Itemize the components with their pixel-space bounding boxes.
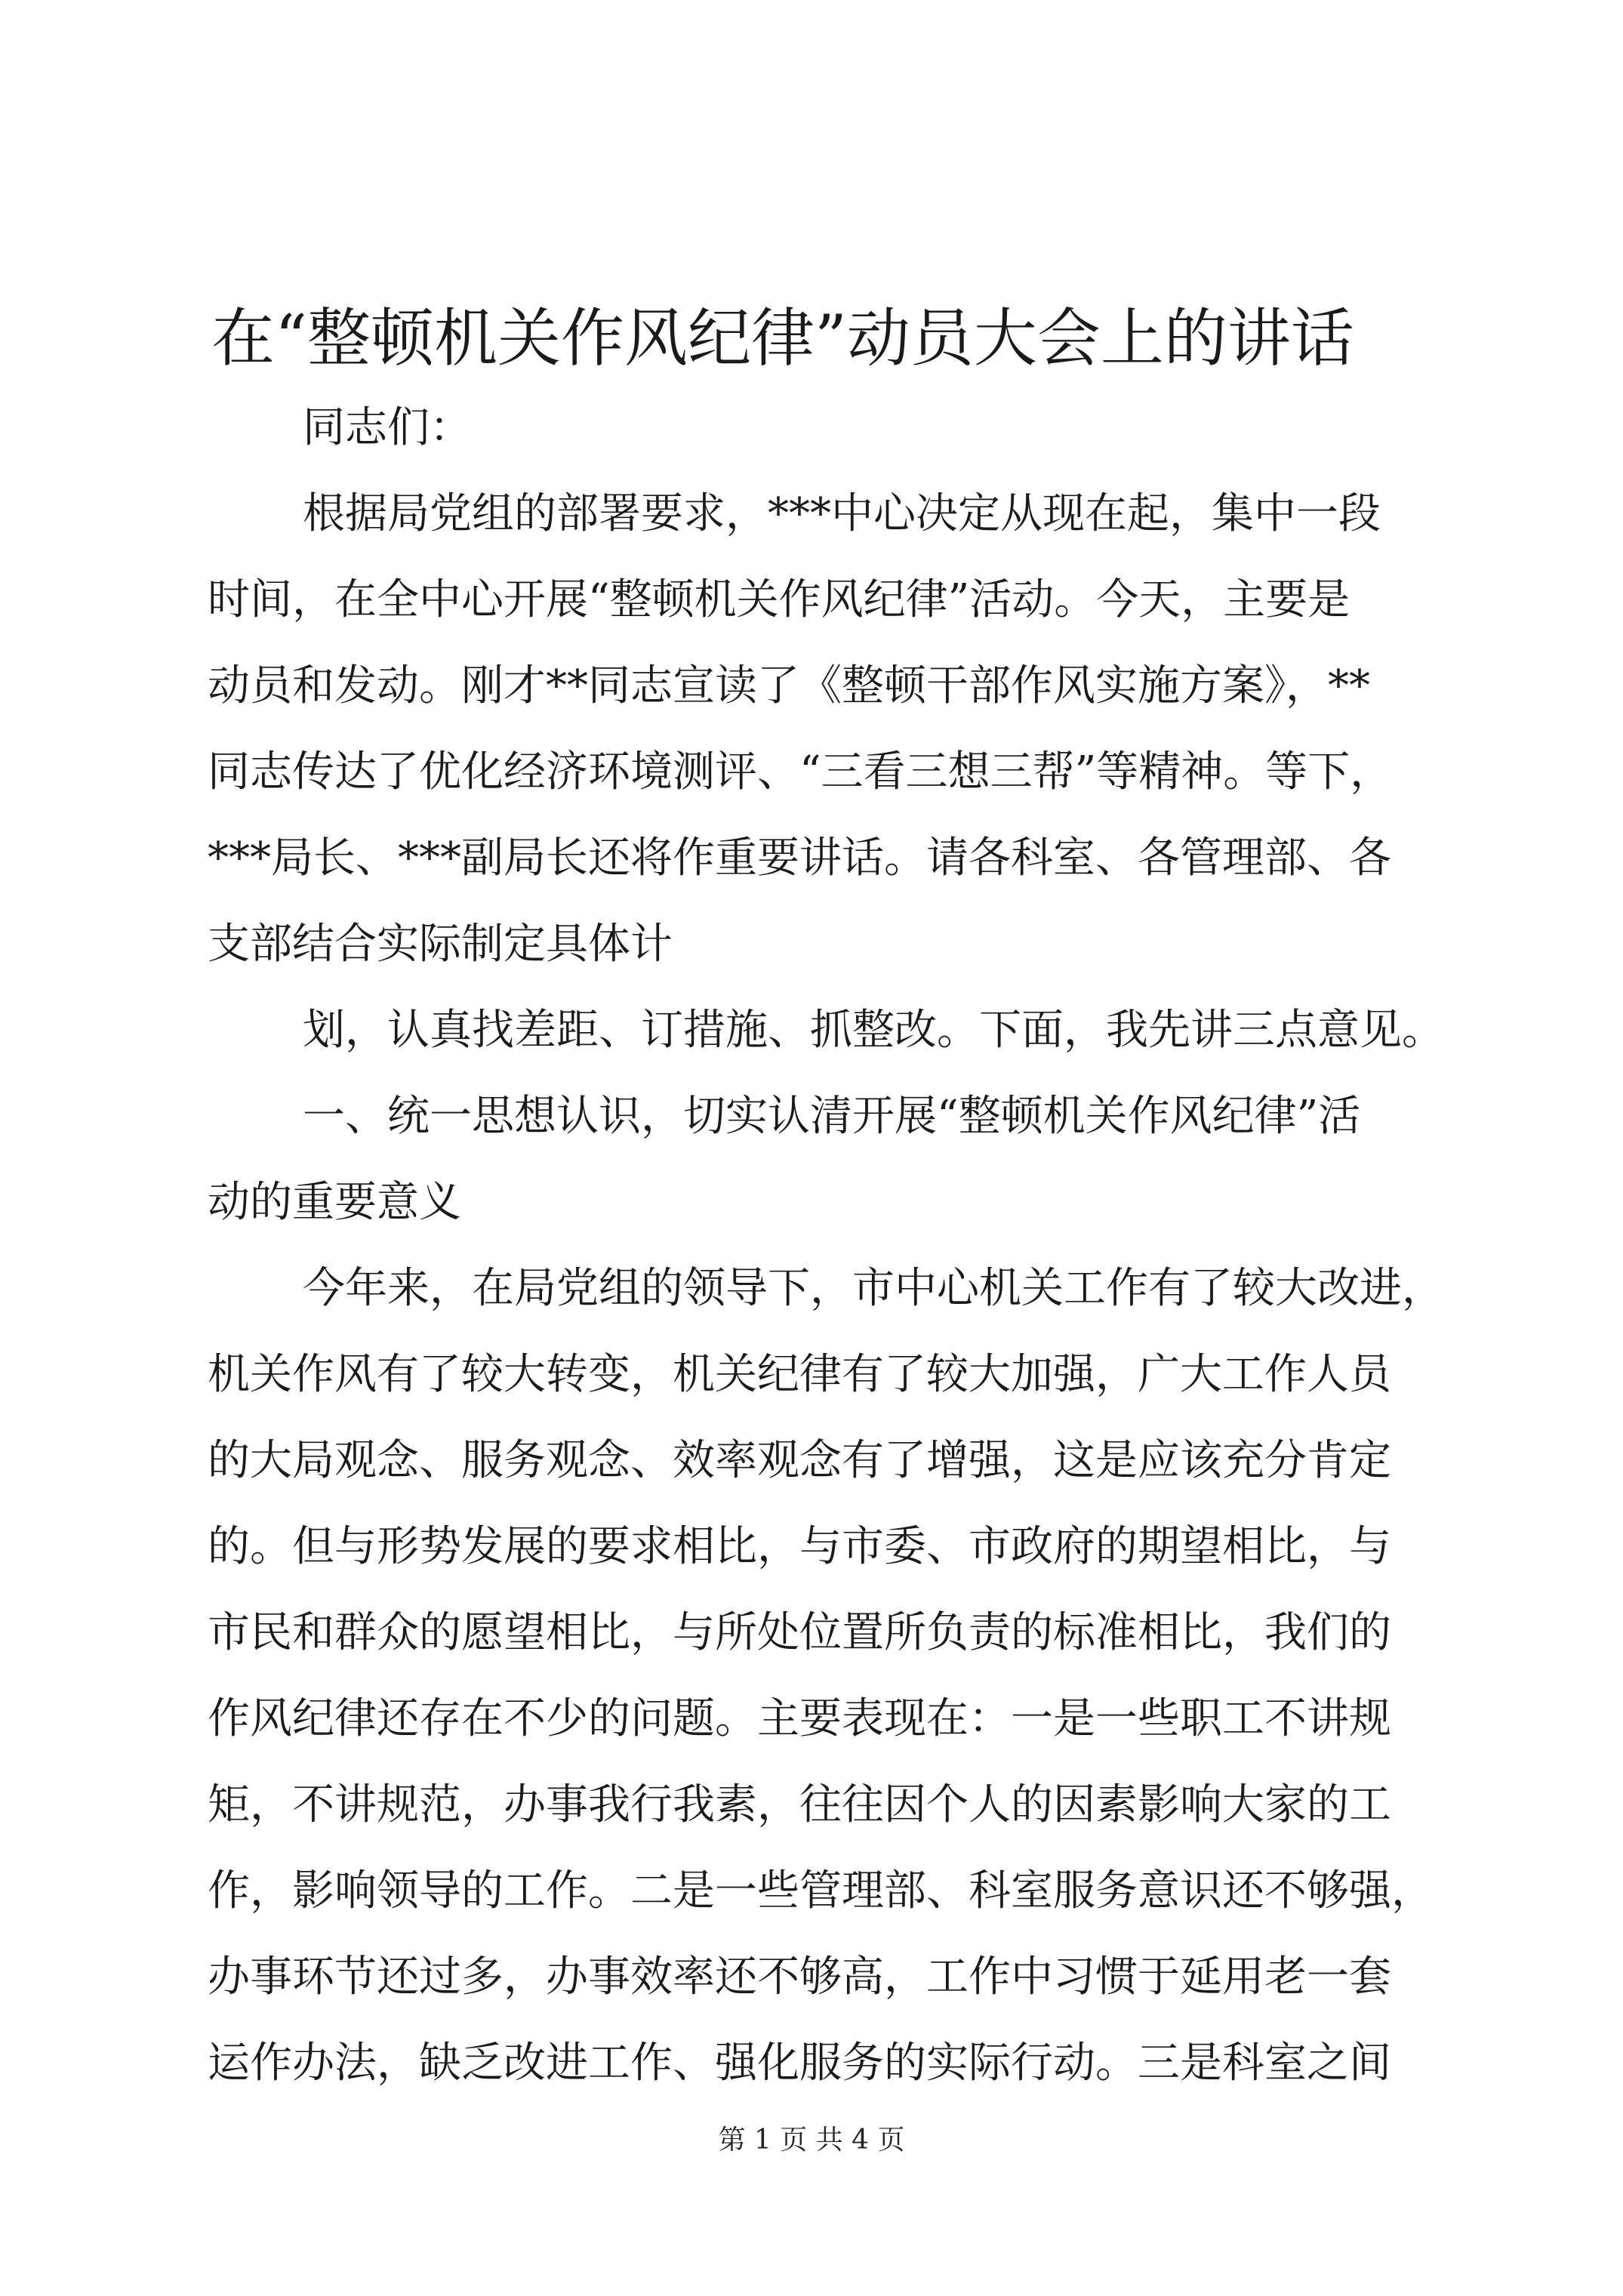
section-heading: 一、统一思想认识，切实认清开展“整顿机关作风纪律”活 <box>303 1092 1361 1141</box>
text-line: 动员和发动。刚才**同志宣读了《整顿干部作风实施方案》，** <box>208 661 1370 710</box>
document-body <box>208 385 1444 2106</box>
text-line: 划，认真找差距、订措施、抓整改。下面，我先讲三点意见。 <box>303 1006 1444 1055</box>
section-heading-continuation: 动的重要意义 <box>208 1178 461 1227</box>
document-title: 在“整顿机关作风纪律”动员大会上的讲话 <box>211 301 1354 375</box>
text-line: 支部结合实际制定具体计 <box>208 920 673 969</box>
text-line: 同志传达了优化经济环境测评、“三看三想三帮”等精神。等下， <box>208 747 1393 797</box>
text-line: 的大局观念、服务观念、效率观念有了增强，这是应该充分肯定 <box>208 1436 1391 1485</box>
text-line: 今年来，在局党组的领导下，市中心机关工作有了较大改进， <box>303 1264 1444 1313</box>
text-line: 同志们： <box>303 403 472 452</box>
text-line: ***局长、***副局长还将作重要讲话。请各科室、各管理部、各 <box>208 834 1391 883</box>
text-line: 根据局党组的部署要求，***中心决定从现在起，集中一段 <box>303 489 1381 538</box>
text-line: 的。但与形势发展的要求相比，与市委、市政府的期望相比，与 <box>208 1522 1391 1571</box>
text-line: 机关作风有了较大转变，机关纪律有了较大加强，广大工作人员 <box>208 1350 1391 1399</box>
page-number-footer: 第 1 页 共 4 页 <box>718 2125 905 2156</box>
text-line: 时间，在全中心开展“整顿机关作风纪律”活动。今天，主要是 <box>208 575 1350 624</box>
text-line: 矩，不讲规范，办事我行我素，往往因个人的因素影响大家的工 <box>208 1780 1391 1829</box>
text-line: 办事环节还过多，办事效率还不够高，工作中习惯于延用老一套 <box>208 1952 1391 2002</box>
text-line: 市民和群众的愿望相比，与所处位置所负责的标准相比，我们的 <box>208 1608 1391 1657</box>
text-line: 运作办法，缺乏改进工作、强化服务的实际行动。三是科室之间 <box>208 2039 1391 2088</box>
text-line: 作风纪律还存在不少的问题。主要表现在：一是一些职工不讲规 <box>208 1694 1391 1743</box>
text-line: 作，影响领导的工作。二是一些管理部、科室服务意识还不够强， <box>208 1866 1434 1915</box>
